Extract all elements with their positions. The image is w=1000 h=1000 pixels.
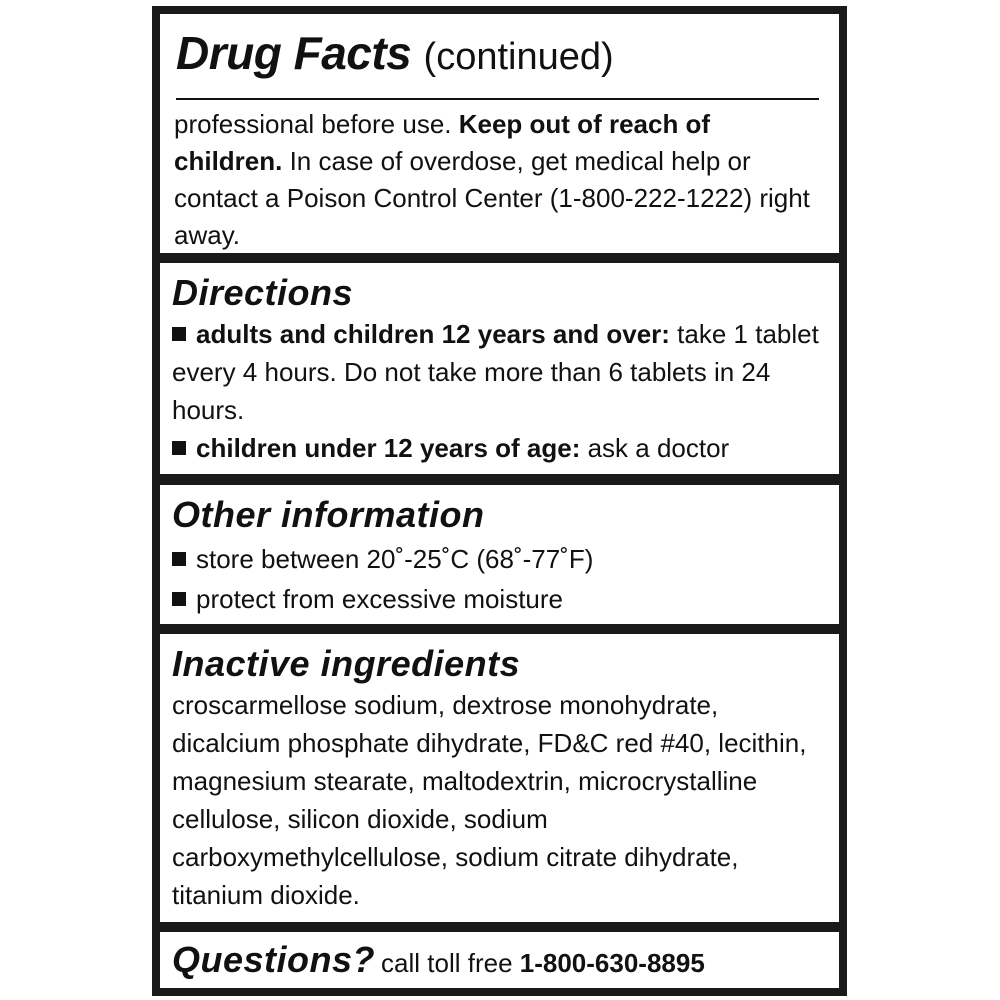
warning-bold: Keep out of reach of children. xyxy=(174,109,711,176)
directions-item-bold: adults and children 12 years and over: xyxy=(196,319,670,349)
title-text: Drug Facts xyxy=(176,27,412,79)
directions-item-text: ask a doctor xyxy=(580,433,730,463)
drug-facts-label xyxy=(152,6,847,996)
page-title xyxy=(176,27,614,79)
inactive-ingredients-panel xyxy=(160,634,839,922)
bullet-square-icon xyxy=(172,327,186,341)
inactive-ingredients-heading: Inactive ingredients xyxy=(172,643,521,684)
drug-facts-header-panel xyxy=(160,14,839,253)
questions-text: call toll free xyxy=(381,948,520,978)
directions-item xyxy=(172,429,827,467)
questions-phone: 1-800-630-8895 xyxy=(519,948,705,978)
other-information-item-text: store between 20˚-25˚C (68˚-77˚F) xyxy=(196,544,594,574)
questions-heading: Questions? xyxy=(172,939,376,980)
other-information-item xyxy=(172,539,827,579)
directions-panel xyxy=(160,263,839,474)
other-information-item xyxy=(172,579,827,619)
directions-item-bold: children under 12 years of age: xyxy=(196,433,581,463)
directions-item-text: take 1 tablet every 4 hours. Do not take more than 6 tablets in 24 hours. xyxy=(172,319,819,425)
directions-body xyxy=(172,315,827,467)
warning-part2: In case of overdose, get medical help or contact a Poison Control Center (1-800-222-1222) right away. xyxy=(174,146,810,250)
other-information-body xyxy=(172,539,827,619)
other-information-panel xyxy=(160,485,839,624)
warning-text xyxy=(174,106,825,254)
directions-heading: Directions xyxy=(172,272,354,313)
inactive-ingredients-text: croscarmellose sodium, dextrose monohydrate, dicalcium phosphate dihydrate, FD&C red #40, lecithin, magnesium stearate, maltodextrin, microcrystalline cellulose, silicon dioxide, sodium carboxymethylcellulose, sodium citrate dihydrate, titanium dioxide. xyxy=(172,690,807,910)
title-divider xyxy=(176,98,819,100)
bullet-square-icon xyxy=(172,441,186,455)
questions-line xyxy=(172,938,705,985)
warning-part1: professional before use. xyxy=(174,109,459,139)
bullet-square-icon xyxy=(172,592,186,606)
other-information-heading: Other information xyxy=(172,494,485,535)
directions-item xyxy=(172,315,827,429)
title-suffix: (continued) xyxy=(423,36,614,78)
bullet-square-icon xyxy=(172,552,186,566)
other-information-item-text: protect from excessive moisture xyxy=(196,584,564,614)
questions-panel xyxy=(160,932,839,988)
